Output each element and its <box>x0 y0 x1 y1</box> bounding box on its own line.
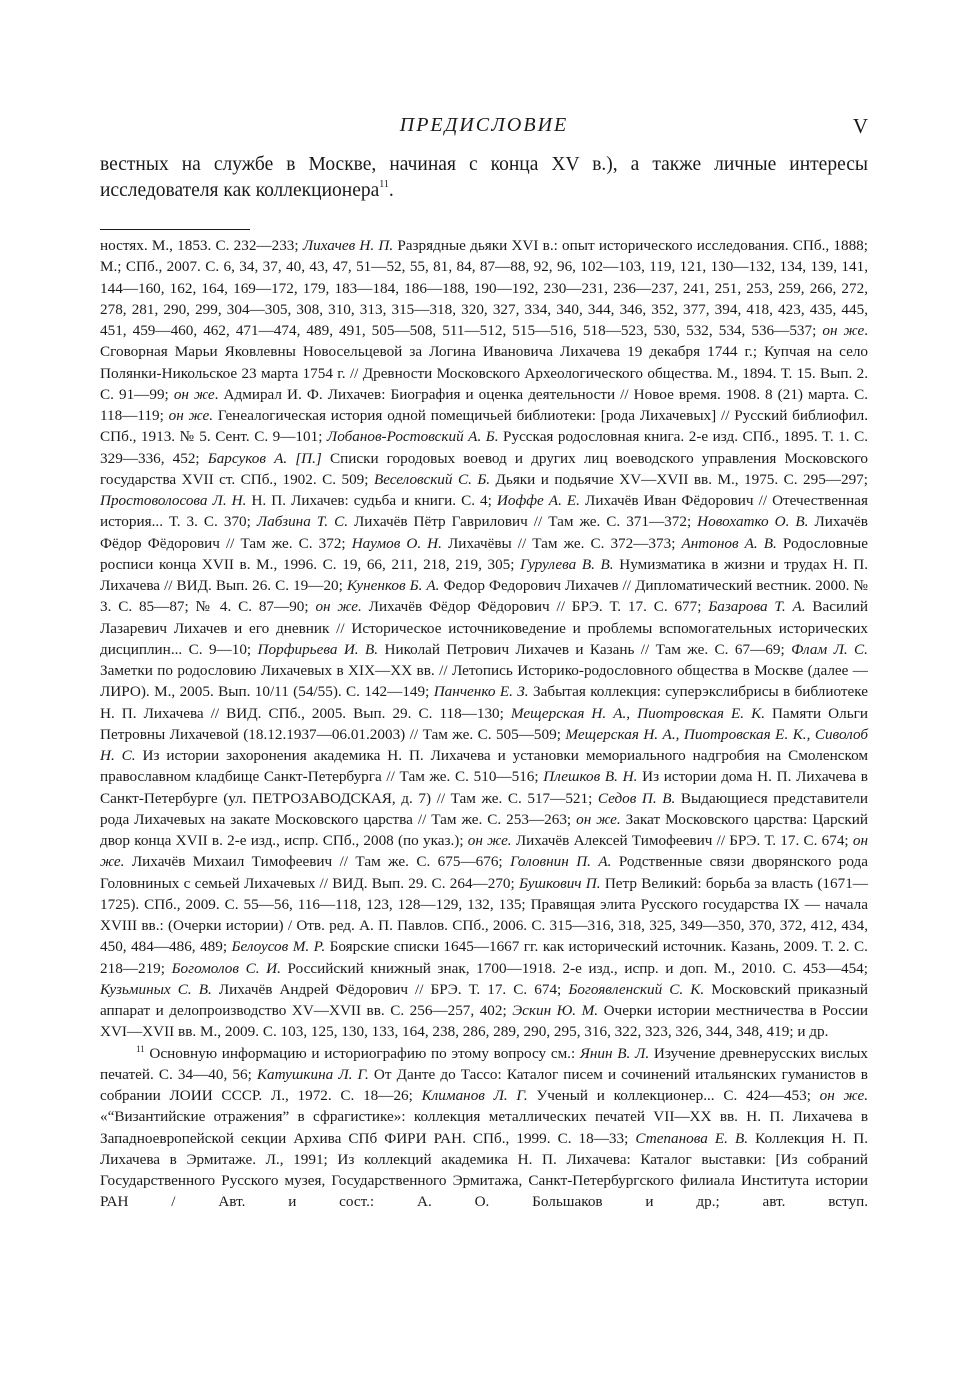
footnote-11-number: 11 <box>136 1043 145 1054</box>
footnote-10-continuation: ностях. М., 1853. С. 232—233; Лихачев Н. П. Разрядные дьяки XVI в.: опыт исторического исследования. СПб., 1888; М.; СПб., 2007. С. 6, 34, 37, 40, 43, 47, 51—52, 55, 81, 84, 87—88, 92, 96, 102—103, 119, 121, 130—132, 134, 139, 141, 144—160, 162, 164, 169—172, 179, 183—184, 186—188, 190—192, 230—231, 236—237, 241, 251, 253, 259, 266, 272, 278, 281, 290, 299, 304—305, 308, 310, 313, 315—318, 320, 327, 334, 340, 344, 346, 352, 377, 394, 418, 423, 435, 445, 451, 459—460, 462, 471—474, 489, 491, 505—508, 511—512, 515—516, 518—523, 530, 532, 534, 536—537; он же. Сговорная Марьи Яковлевны Новосельцевой за Логина Ивановича Лихачева 19 декабря 1744 г.; Купчая на село Полянки-Никольское 23 марта 1754 г. // Древности Московского Археологического общества. М., 1894. Т. 15. Вып. 2. С. 91—99; он же. Адмирал И. Ф. Лихачев: Биография и оценка деятельности // Новое время. 1908. 8 (21) марта. С. 118—119; он же. Генеалогическая история одной помещичьей библиотеки: [рода Лихачевых] // Русский библиофил. СПб., 1913. № 5. Сент. С. 9—101; Лобанов-Ростовский А. Б. Русская родословная книга. 2-е изд. СПб., 1895. Т. 1. С. 329—336, 452; Барсуков А. [П.] Списки городовых воевод и других лиц воеводского управления Московского государства XVII ст. СПб., 1902. С. 509; Веселовский С. Б. Дьяки и подьячие XV—XVII вв. М., 1975. С. 295—297; Простоволосова Л. Н. Н. П. Лихачев: судьба и книги. С. 4; Иоффе А. Е. Лихачёв Иван Фёдорович // Отечественная история... Т. 3. С. 370; Лабзина Т. С. Лихачёв Пётр Гаврилович // Там же. С. 371—372; Новохатко О. В. Лихачёв Фёдор Фёдорович // Там же. С. 372; Наумов О. Н. Лихачёвы // Там же. С. 372—373; Антонов А. В. Родословные росписи конца XVII в. М., 1996. С. 19, 66, 211, 218, 219, 305; Гурулева В. В. Нумизматика в жизни и трудах Н. П. Лихачева // ВИД. Вып. 26. С. 19—20; Куненков Б. А. Федор Федорович Лихачев // Дипломатический вестник. 2000. № 3. С. 85—87; № 4. С. 87—90; он же. Лихачёв Фёдор Фёдорович // БРЭ. Т. 17. С. 677; Базарова Т. А. Василий Лазаревич Лихачев и его дневник // Историческое источниковедение и проблемы вспомогательных исторических дисциплин... С. 9—10; Порфирьева И. В. Николай Петрович Лихачев и Казань // Там же. С. 67—69; Флам Л. С. Заметки по родословию Лихачевых в XIX—XX вв. // Летопись Историко-родословного общества в Москве (далее — ЛИРО). М., 2005. Вып. 10/11 (54/55). С. 142—149; Панченко Е. З. Забытая коллекция: суперэкслибрисы в библиотеке Н. П. Лихачева // ВИД. СПб., 2005. Вып. 29. С. 118—130; Мещерская Н. А., Пиотровская Е. К. Памяти Ольги Петровны Лихачевой (18.12.1937—06.01.2003) // Там же. С. 505—509; Мещерская Н. А., Пиотровская Е. К., Сиволоб Н. С. Из истории захоронения академика Н. П. Лихачева и установки мемориального надгробия на Смоленском православном кладбище Санкт-Петербурга // Там же. С. 510—516; Плешков В. Н. Из истории дома Н. П. Лихачева в Санкт-Петербурге (ул. ПЕТРОЗАВОДСКАЯ, д. 7) // Там же. С. 517—521; Седов П. В. Выдающиеся представители рода Лихачевых на закате Московского царства // Там же. С. 253—263; он же. Закат Московского царства: Царский двор конца XVII в. 2-е изд., испр. СПб., 2008 (по указ.); он же. Лихачёв Алексей Тимофеевич // БРЭ. Т. 17. С. 674; он же. Лихачёв Михаил Тимофеевич // Там же. С. 675—676; Головнин П. А. Родственные связи дворянского рода Головниных с семьей Лихачевых // ВИД. Вып. 29. С. 264—270; Бушкович П. Петр Великий: борьба за власть (1671—1725). СПб., 2009. С. 55—56, 116—118, 123, 128—129, 132, 135; Правящая элита Русского государства IX — начала XVIII вв.: (Очерки истории) / Отв. ред. А. П. Павлов. СПб., 2006. С. 315—316, 318, 325, 349—350, 370, 372, 412, 434, 450, 484—486, 489; Белоусов М. Р. Боярские списки 1645—1667 гг. как исторический источник. Казань, 2009. Т. 2. С. 218—219; Богомолов С. И. Российский книжный знак, 1700—1918. 2-е изд., испр. и доп. М., 2010. С. 453—454; Кузьминых С. В. Лихачёв Андрей Фёдорович // БРЭ. Т. 17. С. 674; Богоявленский С. К. Московский приказный аппарат и делопроизводство XV—XVII вв. С. 256—257, 402; Эскин Ю. М. Очерки истории местничества в России XVI—XVII вв. М., 2009. С. 103, 125, 130, 133, 164, 238, 286, 289, 290, 295, 316, 322, 323, 326, 344, 348, 419; и др. <box>100 237 869 1041</box>
footnote-separator <box>100 229 250 230</box>
running-head <box>100 114 868 140</box>
footnote-11-text: Основную информацию и историографию по этому вопросу см.: Янин В. Л. Изучение древнерусских вислых печатей. С. 34—40, 56; Катушкина Л. Г. От Данте до Тассо: Каталог писем и сочинений итальянских гуманистов в собрании ЛОИИ СССР. Л., 1972. С. 18—26; Климанов Л. Г. Ученый и коллекционер... С. 424—453; он же. «“Византийские отражения” в сфрагистике»: коллекция металлических печатей VII—XX вв. Н. П. Лихачева в Западноевропейской секции Архива СПб ФИРИ РАН. СПб., 1999. С. 18—33; Степанова Е. В. Коллекция Н. П. Лихачева в Эрмитаже. Л., 1991; Из коллекций академика Н. П. Лихачева: Каталог выставки: [Из собраний Государственного Русского музея, Государственного Эрмитажа, Санкт-Петербургского филиала Института истории РАН / Авт. и сост.: А. О. Большаков и др.; авт. вступ. <box>100 1044 868 1211</box>
running-title: ПРЕДИСЛОВИЕ <box>399 114 569 136</box>
footnote-reference-11[interactable]: 11 <box>379 179 389 190</box>
footnote-11 <box>100 1043 868 1213</box>
main-text-paragraph <box>100 152 868 204</box>
main-text-body: вестных на службе в Москве, начиная с конца XV в.), а также личные интересы исследователя как коллекционера <box>100 154 868 201</box>
main-text-end: . <box>388 180 394 201</box>
footnotes-section <box>100 235 868 1213</box>
page-number: V <box>852 114 868 138</box>
